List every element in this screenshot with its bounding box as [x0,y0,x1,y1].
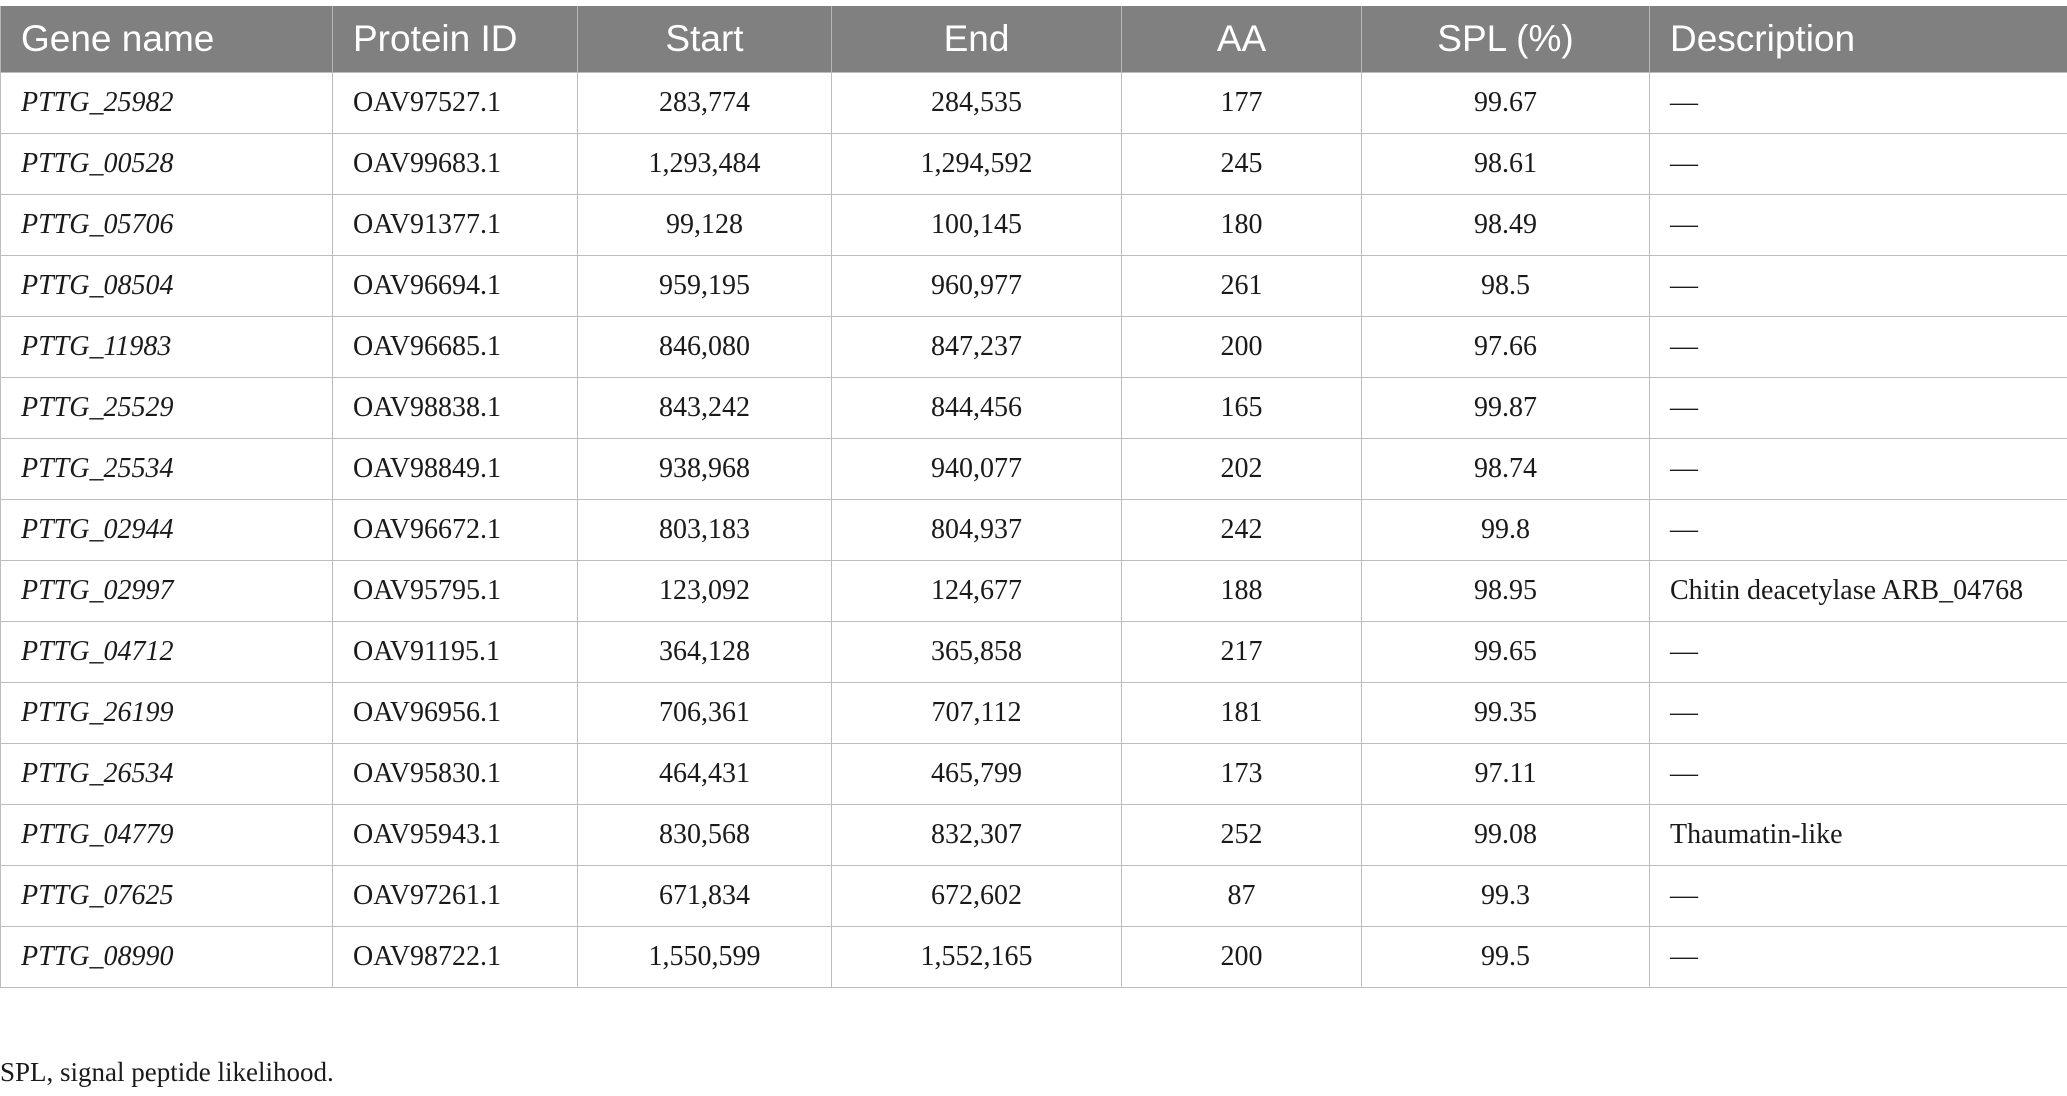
cell-end: 832,307 [832,805,1122,866]
cell-end: 465,799 [832,744,1122,805]
cell-protein-id: OAV96694.1 [333,256,578,317]
table-row [1,73,2067,134]
header-aa: AA [1122,6,1362,73]
cell-end: 284,535 [832,73,1122,134]
cell-start: 123,092 [578,561,832,622]
cell-start: 283,774 [578,73,832,134]
table-row [1,500,2067,561]
cell-description: — [1650,622,2067,683]
header-row [1,6,2067,73]
cell-protein-id: OAV96685.1 [333,317,578,378]
cell-gene-name: PTTG_02944 [1,500,333,561]
cell-aa: 200 [1122,317,1362,378]
table-row [1,744,2067,805]
cell-gene-name: PTTG_25529 [1,378,333,439]
cell-aa: 261 [1122,256,1362,317]
table-footnote: SPL, signal peptide likelihood. [0,1057,334,1087]
table-row [1,256,2067,317]
cell-start: 846,080 [578,317,832,378]
cell-end: 844,456 [832,378,1122,439]
cell-end: 940,077 [832,439,1122,500]
table-header [1,6,2067,73]
cell-gene-name: PTTG_00528 [1,134,333,195]
table-row [1,134,2067,195]
cell-spl: 99.5 [1362,927,1650,988]
header-end: End [832,6,1122,73]
cell-start: 1,550,599 [578,927,832,988]
cell-aa: 177 [1122,73,1362,134]
cell-spl: 99.67 [1362,73,1650,134]
cell-protein-id: OAV96672.1 [333,500,578,561]
cell-end: 672,602 [832,866,1122,927]
cell-start: 671,834 [578,866,832,927]
table-row [1,561,2067,622]
cell-spl: 98.95 [1362,561,1650,622]
cell-gene-name: PTTG_26534 [1,744,333,805]
cell-aa: 252 [1122,805,1362,866]
cell-description: — [1650,744,2067,805]
cell-description: — [1650,317,2067,378]
cell-description: — [1650,195,2067,256]
cell-start: 803,183 [578,500,832,561]
cell-aa: 180 [1122,195,1362,256]
cell-protein-id: OAV91195.1 [333,622,578,683]
cell-gene-name: PTTG_07625 [1,866,333,927]
cell-gene-name: PTTG_11983 [1,317,333,378]
cell-spl: 99.3 [1362,866,1650,927]
cell-start: 364,128 [578,622,832,683]
cell-start: 830,568 [578,805,832,866]
cell-gene-name: PTTG_25534 [1,439,333,500]
cell-spl: 98.74 [1362,439,1650,500]
cell-aa: 181 [1122,683,1362,744]
cell-spl: 98.5 [1362,256,1650,317]
table-row [1,378,2067,439]
cell-aa: 242 [1122,500,1362,561]
cell-gene-name: PTTG_05706 [1,195,333,256]
cell-protein-id: OAV99683.1 [333,134,578,195]
cell-protein-id: OAV91377.1 [333,195,578,256]
cell-aa: 87 [1122,866,1362,927]
cell-start: 959,195 [578,256,832,317]
cell-aa: 217 [1122,622,1362,683]
cell-end: 847,237 [832,317,1122,378]
cell-end: 707,112 [832,683,1122,744]
cell-aa: 202 [1122,439,1362,500]
cell-description: Thaumatin-like [1650,805,2067,866]
cell-spl: 99.65 [1362,622,1650,683]
header-protein-id: Protein ID [333,6,578,73]
cell-description: — [1650,866,2067,927]
cell-start: 843,242 [578,378,832,439]
cell-spl: 99.87 [1362,378,1650,439]
cell-description: — [1650,500,2067,561]
table-row [1,195,2067,256]
cell-description: — [1650,927,2067,988]
cell-protein-id: OAV98838.1 [333,378,578,439]
cell-description: Chitin deacetylase ARB_04768 [1650,561,2067,622]
header-description: Description [1650,6,2067,73]
cell-protein-id: OAV97527.1 [333,73,578,134]
cell-protein-id: OAV95830.1 [333,744,578,805]
cell-gene-name: PTTG_26199 [1,683,333,744]
cell-spl: 99.8 [1362,500,1650,561]
cell-gene-name: PTTG_04712 [1,622,333,683]
cell-gene-name: PTTG_25982 [1,73,333,134]
cell-gene-name: PTTG_04779 [1,805,333,866]
cell-end: 1,294,592 [832,134,1122,195]
cell-description: — [1650,134,2067,195]
cell-aa: 200 [1122,927,1362,988]
cell-description: — [1650,439,2067,500]
cell-start: 938,968 [578,439,832,500]
cell-gene-name: PTTG_02997 [1,561,333,622]
cell-aa: 188 [1122,561,1362,622]
cell-end: 960,977 [832,256,1122,317]
cell-protein-id: OAV97261.1 [333,866,578,927]
cell-protein-id: OAV95943.1 [333,805,578,866]
table-row [1,622,2067,683]
cell-start: 464,431 [578,744,832,805]
table-row [1,927,2067,988]
cell-spl: 98.61 [1362,134,1650,195]
header-spl: SPL (%) [1362,6,1650,73]
cell-start: 99,128 [578,195,832,256]
cell-start: 1,293,484 [578,134,832,195]
cell-aa: 173 [1122,744,1362,805]
cell-start: 706,361 [578,683,832,744]
cell-gene-name: PTTG_08504 [1,256,333,317]
table-body [1,73,2067,988]
cell-end: 1,552,165 [832,927,1122,988]
cell-end: 365,858 [832,622,1122,683]
cell-description: — [1650,378,2067,439]
cell-end: 124,677 [832,561,1122,622]
table-row [1,805,2067,866]
table-row [1,317,2067,378]
table-row [1,683,2067,744]
cell-end: 100,145 [832,195,1122,256]
cell-spl: 99.08 [1362,805,1650,866]
cell-spl: 97.11 [1362,744,1650,805]
cell-description: — [1650,73,2067,134]
cell-gene-name: PTTG_08990 [1,927,333,988]
table-row [1,439,2067,500]
cell-aa: 165 [1122,378,1362,439]
header-start: Start [578,6,832,73]
cell-end: 804,937 [832,500,1122,561]
cell-spl: 98.49 [1362,195,1650,256]
cell-spl: 99.35 [1362,683,1650,744]
secreted-proteins-table [0,6,2067,988]
cell-protein-id: OAV98722.1 [333,927,578,988]
table-row [1,866,2067,927]
cell-description: — [1650,256,2067,317]
cell-spl: 97.66 [1362,317,1650,378]
cell-protein-id: OAV96956.1 [333,683,578,744]
cell-aa: 245 [1122,134,1362,195]
cell-protein-id: OAV95795.1 [333,561,578,622]
cell-protein-id: OAV98849.1 [333,439,578,500]
header-gene-name: Gene name [1,6,333,73]
cell-description: — [1650,683,2067,744]
secreted-proteins-table-container [0,6,2067,988]
